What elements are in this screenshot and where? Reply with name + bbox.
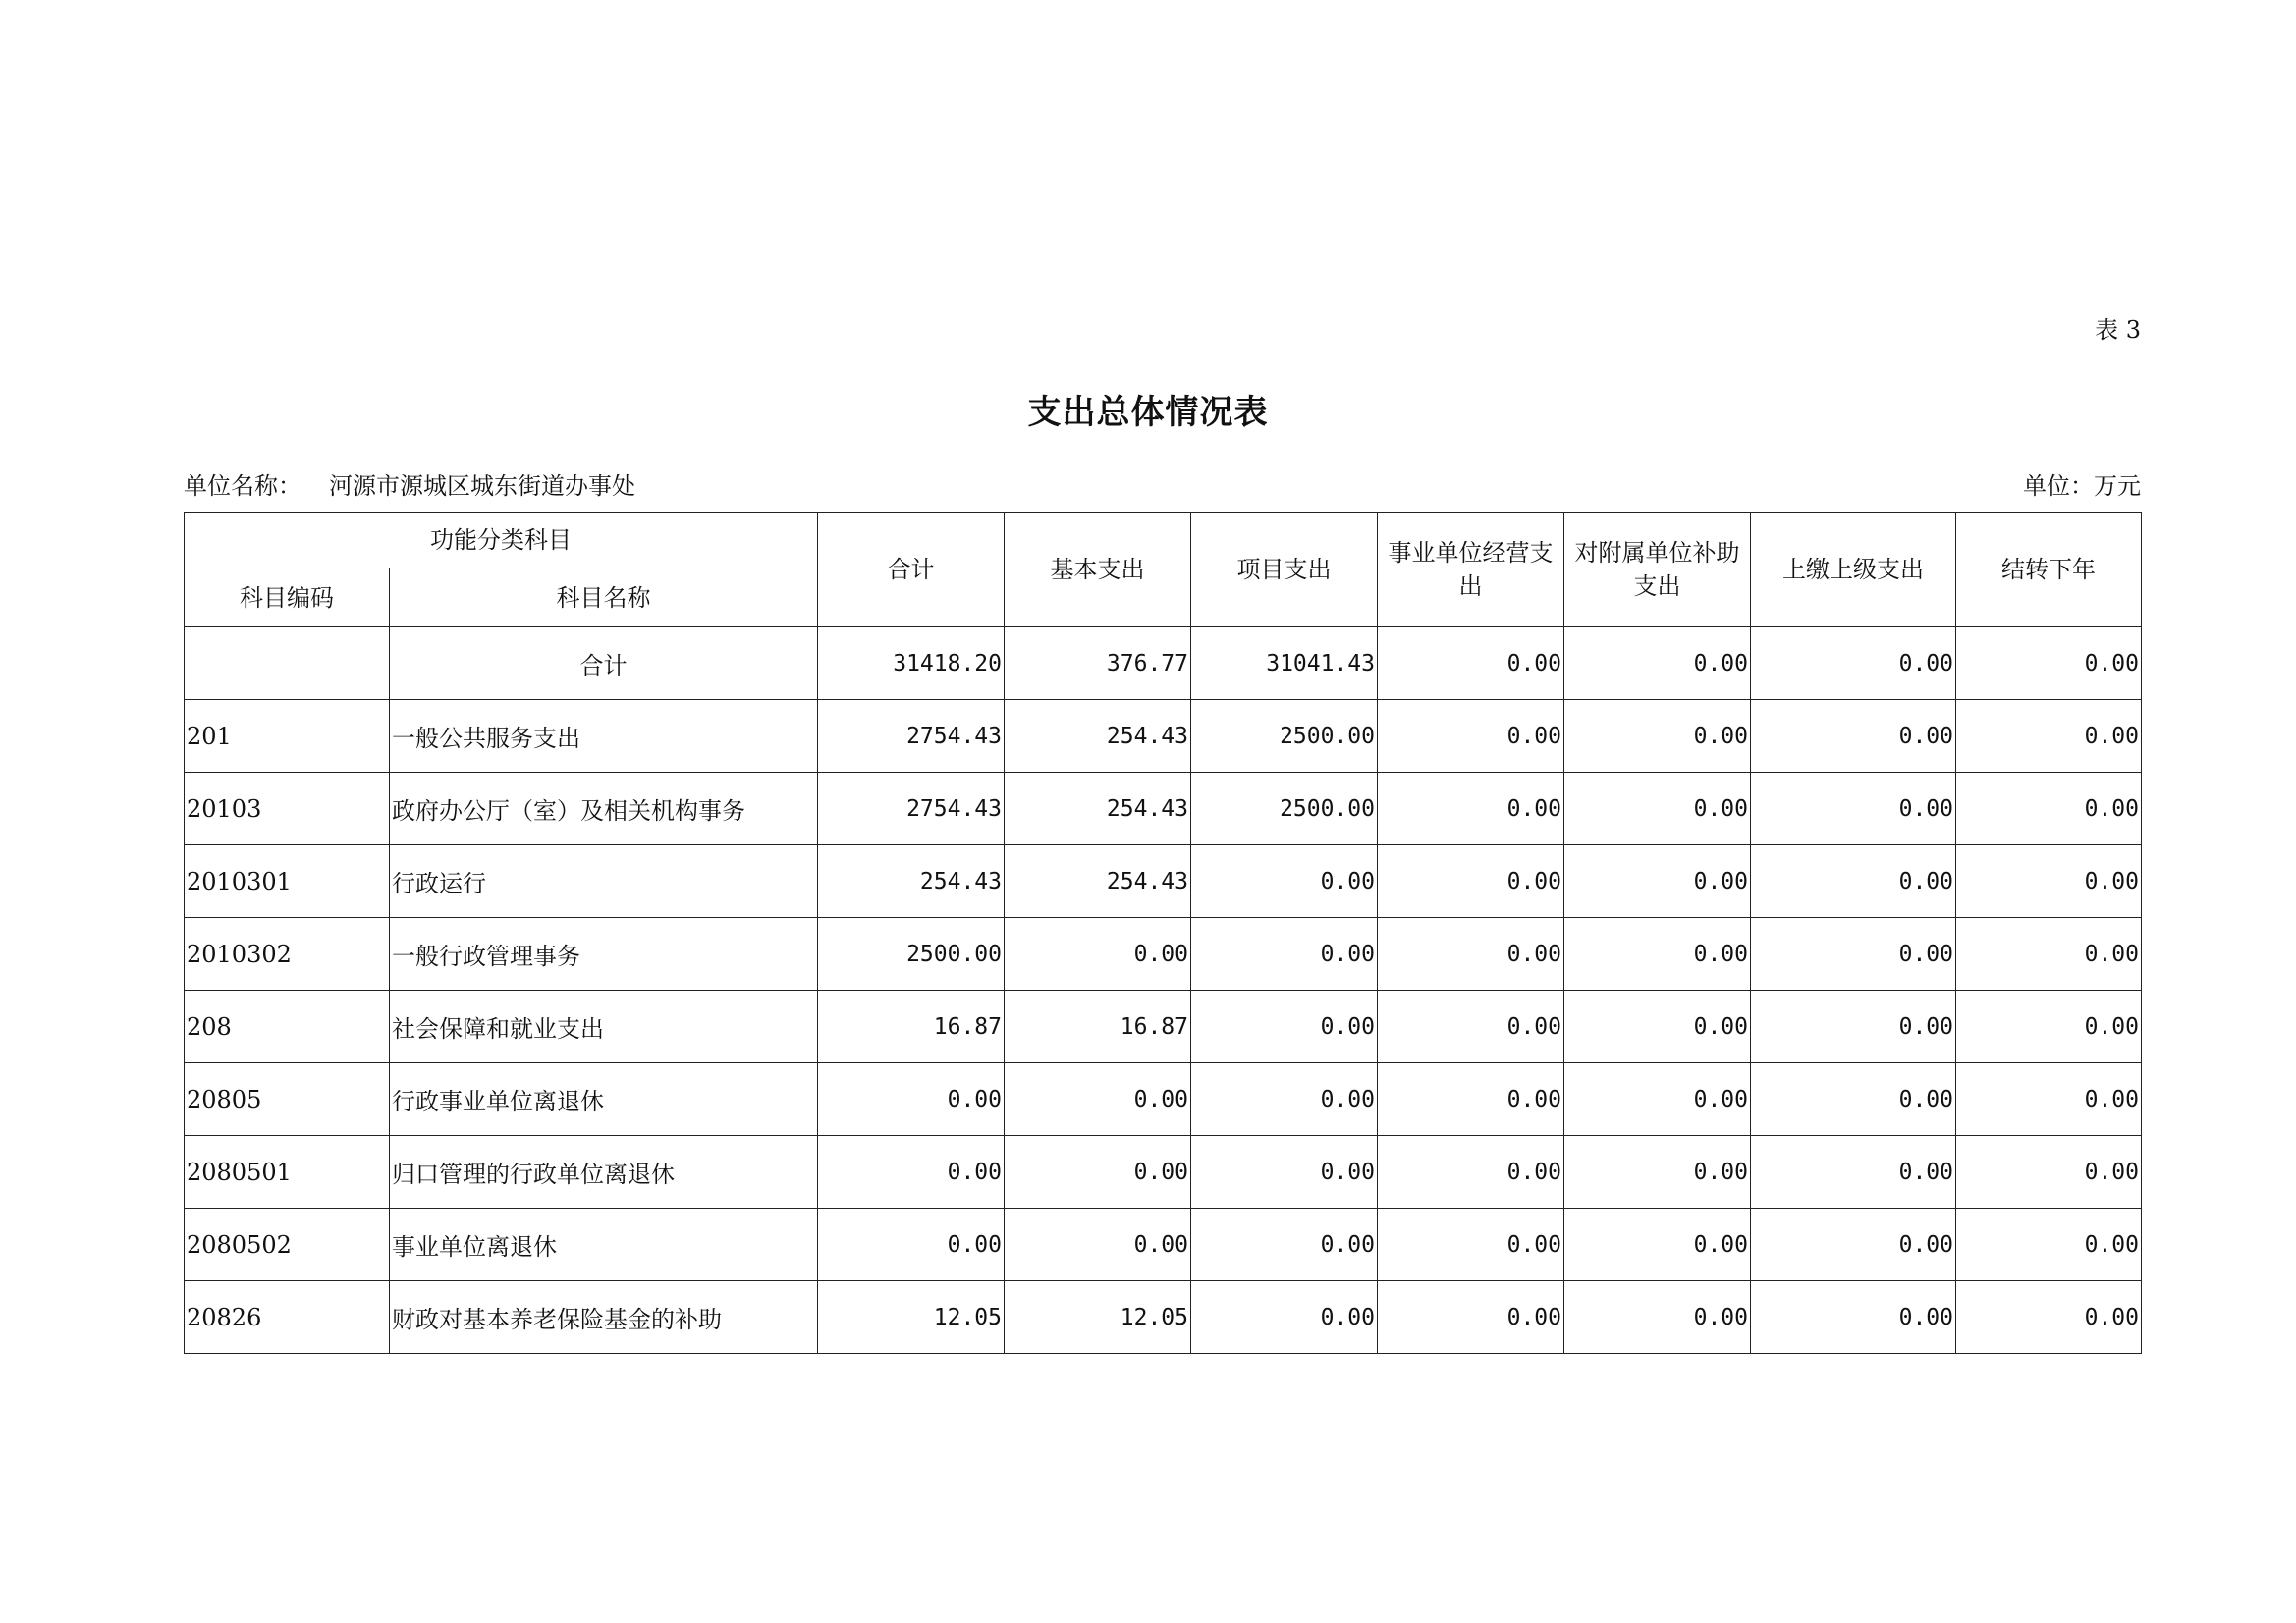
header-carryover: 结转下年 <box>1956 513 2142 627</box>
cell-total: 16.87 <box>818 991 1005 1063</box>
cell-business: 0.00 <box>1378 991 1564 1063</box>
cell-business: 0.00 <box>1378 700 1564 773</box>
cell-carryover: 0.00 <box>1956 1136 2142 1209</box>
cell-subsidiary: 0.00 <box>1564 845 1751 918</box>
header-basic: 基本支出 <box>1005 513 1191 627</box>
cell-project: 0.00 <box>1191 1063 1378 1136</box>
cell-business: 0.00 <box>1378 918 1564 991</box>
cell-project: 2500.00 <box>1191 773 1378 845</box>
cell-code: 2080502 <box>185 1209 390 1281</box>
cell-project: 0.00 <box>1191 1136 1378 1209</box>
cell-name: 归口管理的行政单位离退休 <box>390 1136 818 1209</box>
cell-upper: 0.00 <box>1751 918 1956 991</box>
table-body <box>185 627 2142 1354</box>
cell-project: 2500.00 <box>1191 700 1378 773</box>
cell-name: 行政事业单位离退休 <box>390 1063 818 1136</box>
header-total: 合计 <box>818 513 1005 627</box>
cell-upper: 0.00 <box>1751 627 1956 700</box>
cell-business: 0.00 <box>1378 1281 1564 1354</box>
cell-total: 2500.00 <box>818 918 1005 991</box>
currency-unit: 单位：万元 <box>2023 472 2141 500</box>
header-code: 科目编码 <box>185 568 390 627</box>
cell-carryover: 0.00 <box>1956 1209 2142 1281</box>
header-business: 事业单位经营支出 <box>1378 513 1564 627</box>
table-row <box>185 1136 2142 1209</box>
cell-project: 0.00 <box>1191 918 1378 991</box>
cell-project: 0.00 <box>1191 1209 1378 1281</box>
table-row <box>185 1281 2142 1354</box>
cell-code <box>185 627 390 700</box>
cell-subsidiary: 0.00 <box>1564 1209 1751 1281</box>
cell-project: 0.00 <box>1191 991 1378 1063</box>
cell-carryover: 0.00 <box>1956 773 2142 845</box>
cell-subsidiary: 0.00 <box>1564 1136 1751 1209</box>
cell-basic: 254.43 <box>1005 845 1191 918</box>
cell-subsidiary: 0.00 <box>1564 700 1751 773</box>
cell-basic: 376.77 <box>1005 627 1191 700</box>
cell-carryover: 0.00 <box>1956 991 2142 1063</box>
cell-name: 财政对基本养老保险基金的补助 <box>390 1281 818 1354</box>
cell-code: 2080501 <box>185 1136 390 1209</box>
cell-total: 0.00 <box>818 1063 1005 1136</box>
cell-business: 0.00 <box>1378 1063 1564 1136</box>
cell-project: 31041.43 <box>1191 627 1378 700</box>
cell-basic: 0.00 <box>1005 1209 1191 1281</box>
cell-upper: 0.00 <box>1751 1136 1956 1209</box>
header-upper: 上缴上级支出 <box>1751 513 1956 627</box>
cell-subsidiary: 0.00 <box>1564 1063 1751 1136</box>
expenditure-table <box>184 512 2142 1354</box>
cell-subsidiary: 0.00 <box>1564 918 1751 991</box>
cell-name: 社会保障和就业支出 <box>390 991 818 1063</box>
cell-total: 0.00 <box>818 1136 1005 1209</box>
cell-total: 254.43 <box>818 845 1005 918</box>
cell-project: 0.00 <box>1191 845 1378 918</box>
cell-upper: 0.00 <box>1751 1063 1956 1136</box>
cell-upper: 0.00 <box>1751 773 1956 845</box>
meta-line <box>184 466 2141 500</box>
header-subsidiary: 对附属单位补助支出 <box>1564 513 1751 627</box>
cell-name: 行政运行 <box>390 845 818 918</box>
cell-upper: 0.00 <box>1751 700 1956 773</box>
cell-carryover: 0.00 <box>1956 627 2142 700</box>
cell-basic: 254.43 <box>1005 700 1191 773</box>
cell-name: 事业单位离退休 <box>390 1209 818 1281</box>
table-row <box>185 1063 2142 1136</box>
header-row-top <box>185 513 2142 568</box>
cell-total: 0.00 <box>818 1209 1005 1281</box>
cell-upper: 0.00 <box>1751 1209 1956 1281</box>
cell-name: 一般行政管理事务 <box>390 918 818 991</box>
cell-carryover: 0.00 <box>1956 1063 2142 1136</box>
cell-subsidiary: 0.00 <box>1564 627 1751 700</box>
header-name: 科目名称 <box>390 568 818 627</box>
cell-code: 208 <box>185 991 390 1063</box>
cell-total: 2754.43 <box>818 700 1005 773</box>
cell-name: 政府办公厅（室）及相关机构事务 <box>390 773 818 845</box>
cell-upper: 0.00 <box>1751 845 1956 918</box>
cell-basic: 0.00 <box>1005 1063 1191 1136</box>
table-row <box>185 700 2142 773</box>
cell-subsidiary: 0.00 <box>1564 773 1751 845</box>
cell-carryover: 0.00 <box>1956 700 2142 773</box>
document-title: 支出总体情况表 <box>1027 393 1269 432</box>
cell-basic: 0.00 <box>1005 1136 1191 1209</box>
cell-total: 2754.43 <box>818 773 1005 845</box>
table-row <box>185 1209 2142 1281</box>
cell-carryover: 0.00 <box>1956 1281 2142 1354</box>
unit-name-block <box>184 466 635 501</box>
header-category-group: 功能分类科目 <box>185 513 818 568</box>
table-row <box>185 845 2142 918</box>
total-row <box>185 627 2142 700</box>
table-row <box>185 773 2142 845</box>
cell-project: 0.00 <box>1191 1281 1378 1354</box>
cell-code: 20805 <box>185 1063 390 1136</box>
cell-business: 0.00 <box>1378 1136 1564 1209</box>
cell-code: 20103 <box>185 773 390 845</box>
cell-business: 0.00 <box>1378 845 1564 918</box>
cell-business: 0.00 <box>1378 1209 1564 1281</box>
cell-basic: 254.43 <box>1005 773 1191 845</box>
cell-business: 0.00 <box>1378 773 1564 845</box>
cell-code: 2010301 <box>185 845 390 918</box>
cell-subsidiary: 0.00 <box>1564 991 1751 1063</box>
cell-name: 一般公共服务支出 <box>390 700 818 773</box>
cell-total: 31418.20 <box>818 627 1005 700</box>
cell-code: 201 <box>185 700 390 773</box>
cell-subsidiary: 0.00 <box>1564 1281 1751 1354</box>
cell-carryover: 0.00 <box>1956 845 2142 918</box>
cell-carryover: 0.00 <box>1956 918 2142 991</box>
cell-total: 12.05 <box>818 1281 1005 1354</box>
table-number: 表 3 <box>2095 316 2141 344</box>
cell-basic: 12.05 <box>1005 1281 1191 1354</box>
cell-upper: 0.00 <box>1751 1281 1956 1354</box>
unit-name-label: 单位名称： <box>184 472 301 500</box>
cell-basic: 0.00 <box>1005 918 1191 991</box>
cell-code: 2010302 <box>185 918 390 991</box>
cell-upper: 0.00 <box>1751 991 1956 1063</box>
header-project: 项目支出 <box>1191 513 1378 627</box>
cell-code: 20826 <box>185 1281 390 1354</box>
cell-name: 合计 <box>390 627 818 700</box>
unit-name: 河源市源城区城东街道办事处 <box>329 472 635 500</box>
cell-business: 0.00 <box>1378 627 1564 700</box>
table-row <box>185 918 2142 991</box>
cell-basic: 16.87 <box>1005 991 1191 1063</box>
table-row <box>185 991 2142 1063</box>
